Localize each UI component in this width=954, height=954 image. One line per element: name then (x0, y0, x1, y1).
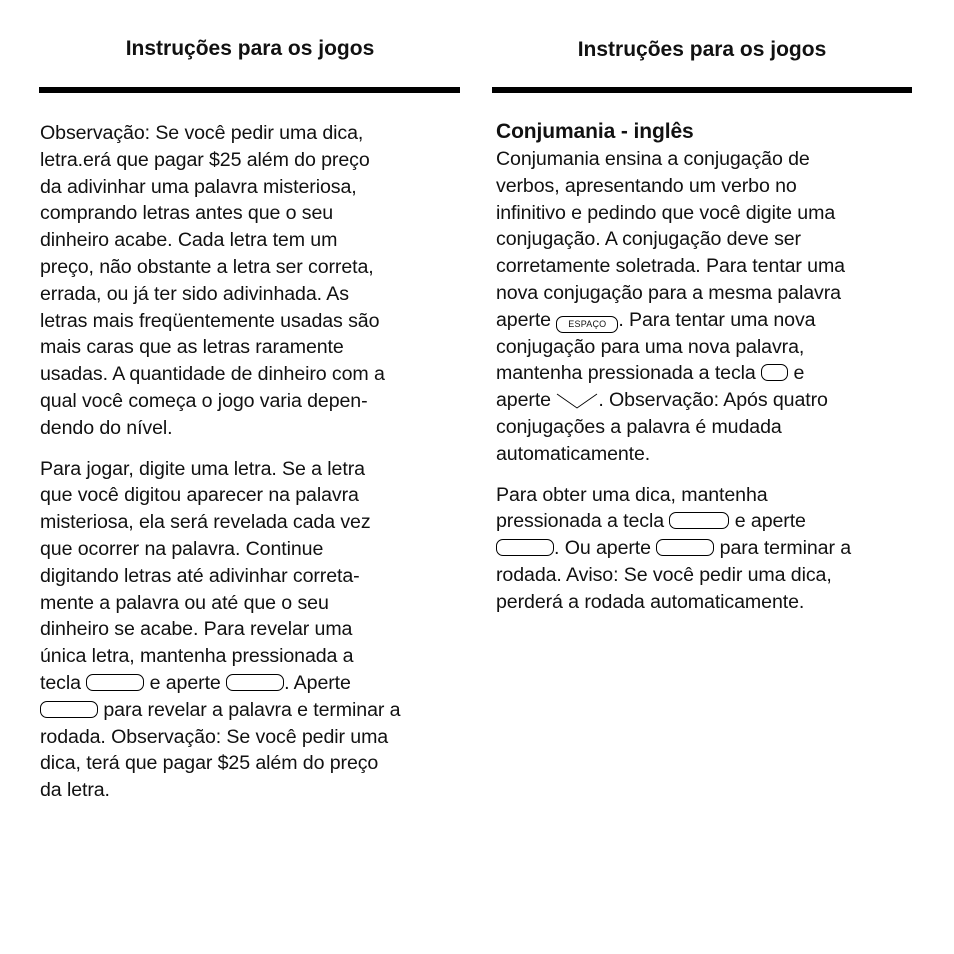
text-line: dendo do nível. (40, 416, 173, 439)
text-line (496, 387, 916, 414)
text-line: infinitivo e pedindo que você digite uma (496, 201, 836, 224)
text-line (496, 307, 916, 334)
left-header: Instruções para os jogos (125, 37, 375, 60)
right-column (492, 0, 912, 613)
right-body (496, 118, 916, 630)
text-line: misteriosa, ela será revelada cada vez (40, 511, 371, 534)
rounded-key-icon (496, 539, 554, 556)
left-column (40, 0, 460, 802)
text-line: Observação: Se você pedir uma dica, (40, 122, 364, 144)
text-line: mais caras que as letras raramente (40, 336, 344, 359)
text-line: que ocorrer na palavra. Continue (40, 537, 324, 560)
section-title: Conjumania - inglês (496, 120, 694, 143)
text-line: letras mais freqüentemente usadas são (40, 309, 380, 332)
text-line (40, 670, 460, 697)
text-line: conjugação para uma nova palavra, (496, 335, 805, 358)
left-body (40, 120, 460, 818)
inline-text: pressionada a tecla (496, 510, 665, 533)
text-line: conjugações a palavra é mudada (496, 415, 782, 438)
espaco-key-icon: ESPAÇO (556, 316, 618, 333)
text-line: letra.erá que pagar $25 além do preço (40, 148, 370, 171)
rounded-key-icon (656, 539, 714, 556)
text-line: rodada. Observação: Se você pedir uma (40, 725, 389, 748)
text-line: dinheiro acabe. Cada letra tem um (40, 229, 338, 252)
text-line: da adivinhar uma palavra misteriosa, (40, 175, 357, 198)
text-line: corretamente soletrada. Para tentar uma (496, 255, 845, 278)
inline-text: aperte (496, 308, 551, 331)
right-paragraph-2 (496, 482, 916, 616)
rounded-key-icon (669, 512, 729, 529)
text-line: conjugação. A conjugação deve ser (496, 228, 801, 251)
text-line (496, 535, 916, 562)
inline-text: e aperte (734, 510, 806, 533)
text-line: dica, terá que pagar $25 além do preço (40, 752, 379, 775)
text-line: qual você começa o jogo varia depen- (40, 389, 368, 412)
inline-text: mantenha pressionada a tecla (496, 362, 756, 385)
text-line: automaticamente. (496, 442, 651, 465)
right-header-rule (492, 87, 912, 93)
text-line: rodada. Aviso: Se você pedir uma dica, (496, 563, 832, 586)
right-paragraph-1 (496, 146, 916, 468)
inline-text: . Ou aperte (554, 537, 651, 560)
left-paragraph-1 (40, 120, 460, 442)
text-line: preço, não obstante a letra ser correta, (40, 255, 374, 278)
left-header-rule (39, 87, 460, 93)
text-line: mente a palavra ou até que o seu (40, 591, 329, 614)
down-triangle-icon (556, 392, 598, 410)
text-line: comprando letras antes que o seu (40, 202, 334, 225)
text-line: que você digitou aparecer na palavra (40, 484, 359, 507)
inline-text: e (793, 362, 805, 385)
text-line: dinheiro se acabe. Para revelar uma (40, 618, 353, 641)
text-line: verbos, apresentando um verbo no (496, 174, 797, 197)
rounded-key-icon (40, 701, 98, 718)
text-line (496, 360, 916, 387)
rounded-key-icon (86, 674, 144, 691)
text-line: digitando letras até adivinhar correta- (40, 564, 360, 587)
rounded-key-icon (226, 674, 284, 691)
right-header: Instruções para os jogos (577, 38, 827, 61)
text-line (496, 508, 916, 535)
inline-text: para revelar a palavra e terminar a (103, 698, 401, 721)
inline-text: . Para tentar uma nova (618, 308, 816, 331)
inline-text: e aperte (149, 671, 221, 694)
inline-text: para terminar a (719, 537, 852, 560)
text-line: única letra, mantenha pressionada a (40, 645, 354, 668)
inline-text: tecla (40, 671, 81, 694)
text-line: Conjumania ensina a conjugação de (496, 148, 810, 170)
text-line: Para obter uma dica, mantenha (496, 483, 768, 506)
left-paragraph-2 (40, 456, 460, 804)
inline-text: . Aperte (284, 671, 351, 694)
text-line: da letra. (40, 779, 110, 802)
inline-text: . Observação: Após quatro (598, 389, 828, 412)
rounded-key-icon (761, 364, 788, 381)
inline-text: aperte (496, 389, 551, 412)
text-line: Para jogar, digite uma letra. Se a letra (40, 457, 365, 480)
text-line: nova conjugação para a mesma palavra (496, 281, 841, 304)
text-line: perderá a rodada automaticamente. (496, 590, 805, 613)
text-line: usadas. A quantidade de dinheiro com a (40, 363, 385, 386)
text-line: errada, ou já ter sido adivinhada. As (40, 282, 349, 305)
text-line (40, 697, 460, 724)
